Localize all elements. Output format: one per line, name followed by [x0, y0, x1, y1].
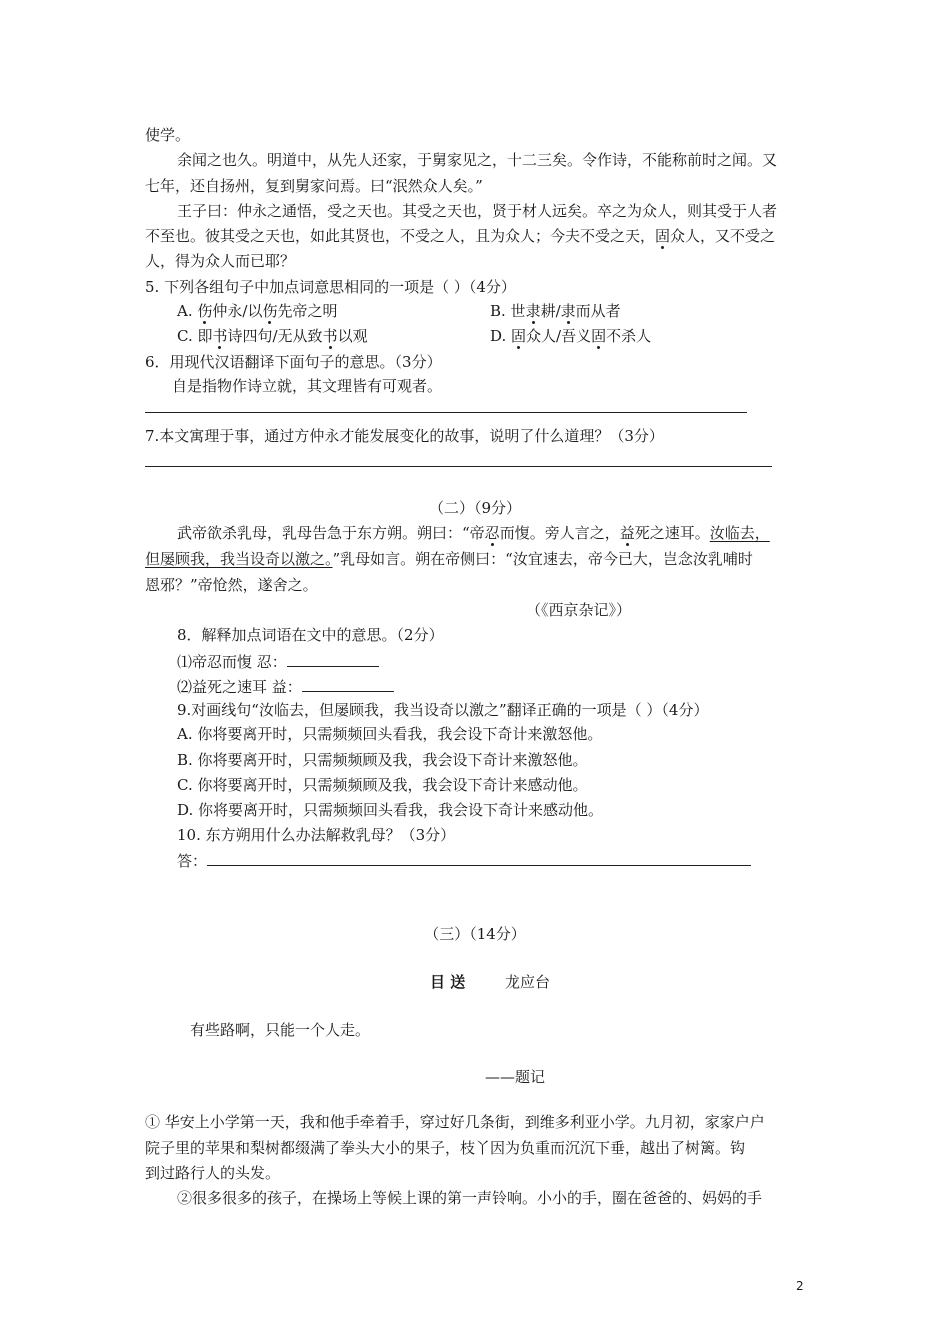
question-9-option-d: D. 你将要离开时，只需频频回头看我，我会设下奇计来感动他。 — [177, 801, 604, 819]
question-5-option-b: B. 世隶耕/隶而从者 — [490, 302, 621, 320]
essay-author: 龙应台 — [505, 973, 551, 991]
epigraph-source: ——题记 — [485, 1068, 546, 1086]
dotted-char: 固 — [655, 227, 671, 245]
question-10-answer: 答： — [177, 850, 751, 871]
source-citation: （《西京杂记》） — [526, 601, 632, 619]
question-6-stem: 6．用现代汉语翻译下面句子的意思。（3分） — [145, 353, 442, 371]
question-5-option-d: D. 固众人/吾义固不杀人 — [490, 327, 652, 345]
passage-line: 恩邪？”帝怆然，遂舍之。 — [145, 576, 318, 594]
question-8-stem: 8．解释加点词语在文中的意思。（2分） — [177, 626, 444, 644]
underlined-sentence: 汝临去， — [709, 524, 770, 542]
question-10-stem: 10. 东方朔用什么办法解救乳母？（3分） — [177, 826, 456, 844]
question-9-stem: 9.对画线句“汝临去，但屡顾我，我当设奇以激之”翻译正确的一项是（ ）（4分） — [177, 701, 709, 719]
question-5-option-a: A. 伤仲永/以伤先帝之明 — [177, 302, 338, 320]
essay-line: ②很多很多的孩子，在操场上等候上课的第一声铃响。小小的手，圈在爸爸的、妈妈的手 — [177, 1189, 763, 1207]
section-3-title: （三）（14分） — [424, 925, 526, 943]
question-7-stem: 7.本文寓理于事，通过方仲永才能发展变化的故事，说明了什么道理？（3分） — [145, 427, 664, 445]
answer-line[interactable] — [145, 466, 772, 467]
passage-line: 余闻之也久。明道中，从先人还家，于舅家见之，十二三矣。令作诗，不能称前时之闻。又 — [177, 151, 778, 169]
passage-line: 七年，还自扬州，复到舅家问焉。曰“泯然众人矣。” — [145, 177, 483, 195]
question-8-item-2: ⑵益死之速耳 益： — [177, 676, 394, 697]
question-9-option-c: C. 你将要离开时，只需频频顾及我，我会设下奇计来感动他。 — [177, 776, 588, 794]
question-8-item-1: ⑴帝忍而愎 忍： — [177, 651, 379, 672]
question-5-stem: 5. 下列各组句子中加点词意思相同的一项是（ ）（4分） — [145, 278, 516, 296]
essay-line: 院子里的苹果和梨树都缀满了拳头大小的果子，枝丫因为负重而沉沉下垂，越出了树篱。钩 — [145, 1139, 746, 1157]
essay-line: ① 华安上小学第一天，我和他手牵着手，穿过好几条街，到维多利亚小学。九月初，家家户户 — [145, 1113, 765, 1131]
passage-line: 但屡顾我，我当设奇以激之。”乳母如言。朔在帝侧曰：“汝宜速去，帝今已大，岂念汝乳哺时 — [145, 550, 753, 568]
underlined-sentence: 但屡顾我，我当设奇以激之。 — [145, 550, 333, 568]
epigraph: 有些路啊，只能一个人走。 — [190, 1021, 371, 1039]
passage-line: 人，得为众人而已耶？ — [145, 252, 296, 270]
passage-line: 不至也。彼其受之天也，如此其贤也，不受之人，且为众人；今夫不受之天，固众人，又不受之 — [145, 227, 776, 245]
answer-line[interactable] — [145, 412, 747, 413]
answer-blank[interactable] — [302, 676, 394, 692]
answer-blank[interactable] — [287, 651, 379, 667]
essay-line: 到过路行人的头发。 — [145, 1164, 281, 1182]
question-6-sentence: 自是指物作诗立就，其文理皆有可观者。 — [172, 377, 443, 395]
passage-line: 使学。 — [145, 126, 191, 144]
question-9-option-a: A. 你将要离开时，只需频频回头看我，我会设下奇计来激怒他。 — [177, 725, 603, 743]
passage-line: 武帝欲杀乳母，乳母告急于东方朔。朔曰：“帝忍而愎。旁人言之，益死之速耳。汝临去， — [177, 524, 770, 542]
page-number: 2 — [796, 1279, 804, 1293]
answer-blank[interactable] — [207, 850, 751, 866]
passage-line: 王子曰：仲永之通悟，受之天也。其受之天也，贤于材人远矣。卒之为众人，则其受于人者 — [177, 202, 778, 220]
section-2-title: （二）（9分） — [428, 499, 522, 517]
essay-title: 目 送 — [430, 973, 466, 991]
question-5-option-c: C. 即书诗四句/无从致书以观 — [177, 327, 368, 345]
question-9-option-b: B. 你将要离开时，只需频频顾及我，我会设下奇计来激怒他。 — [177, 751, 588, 769]
